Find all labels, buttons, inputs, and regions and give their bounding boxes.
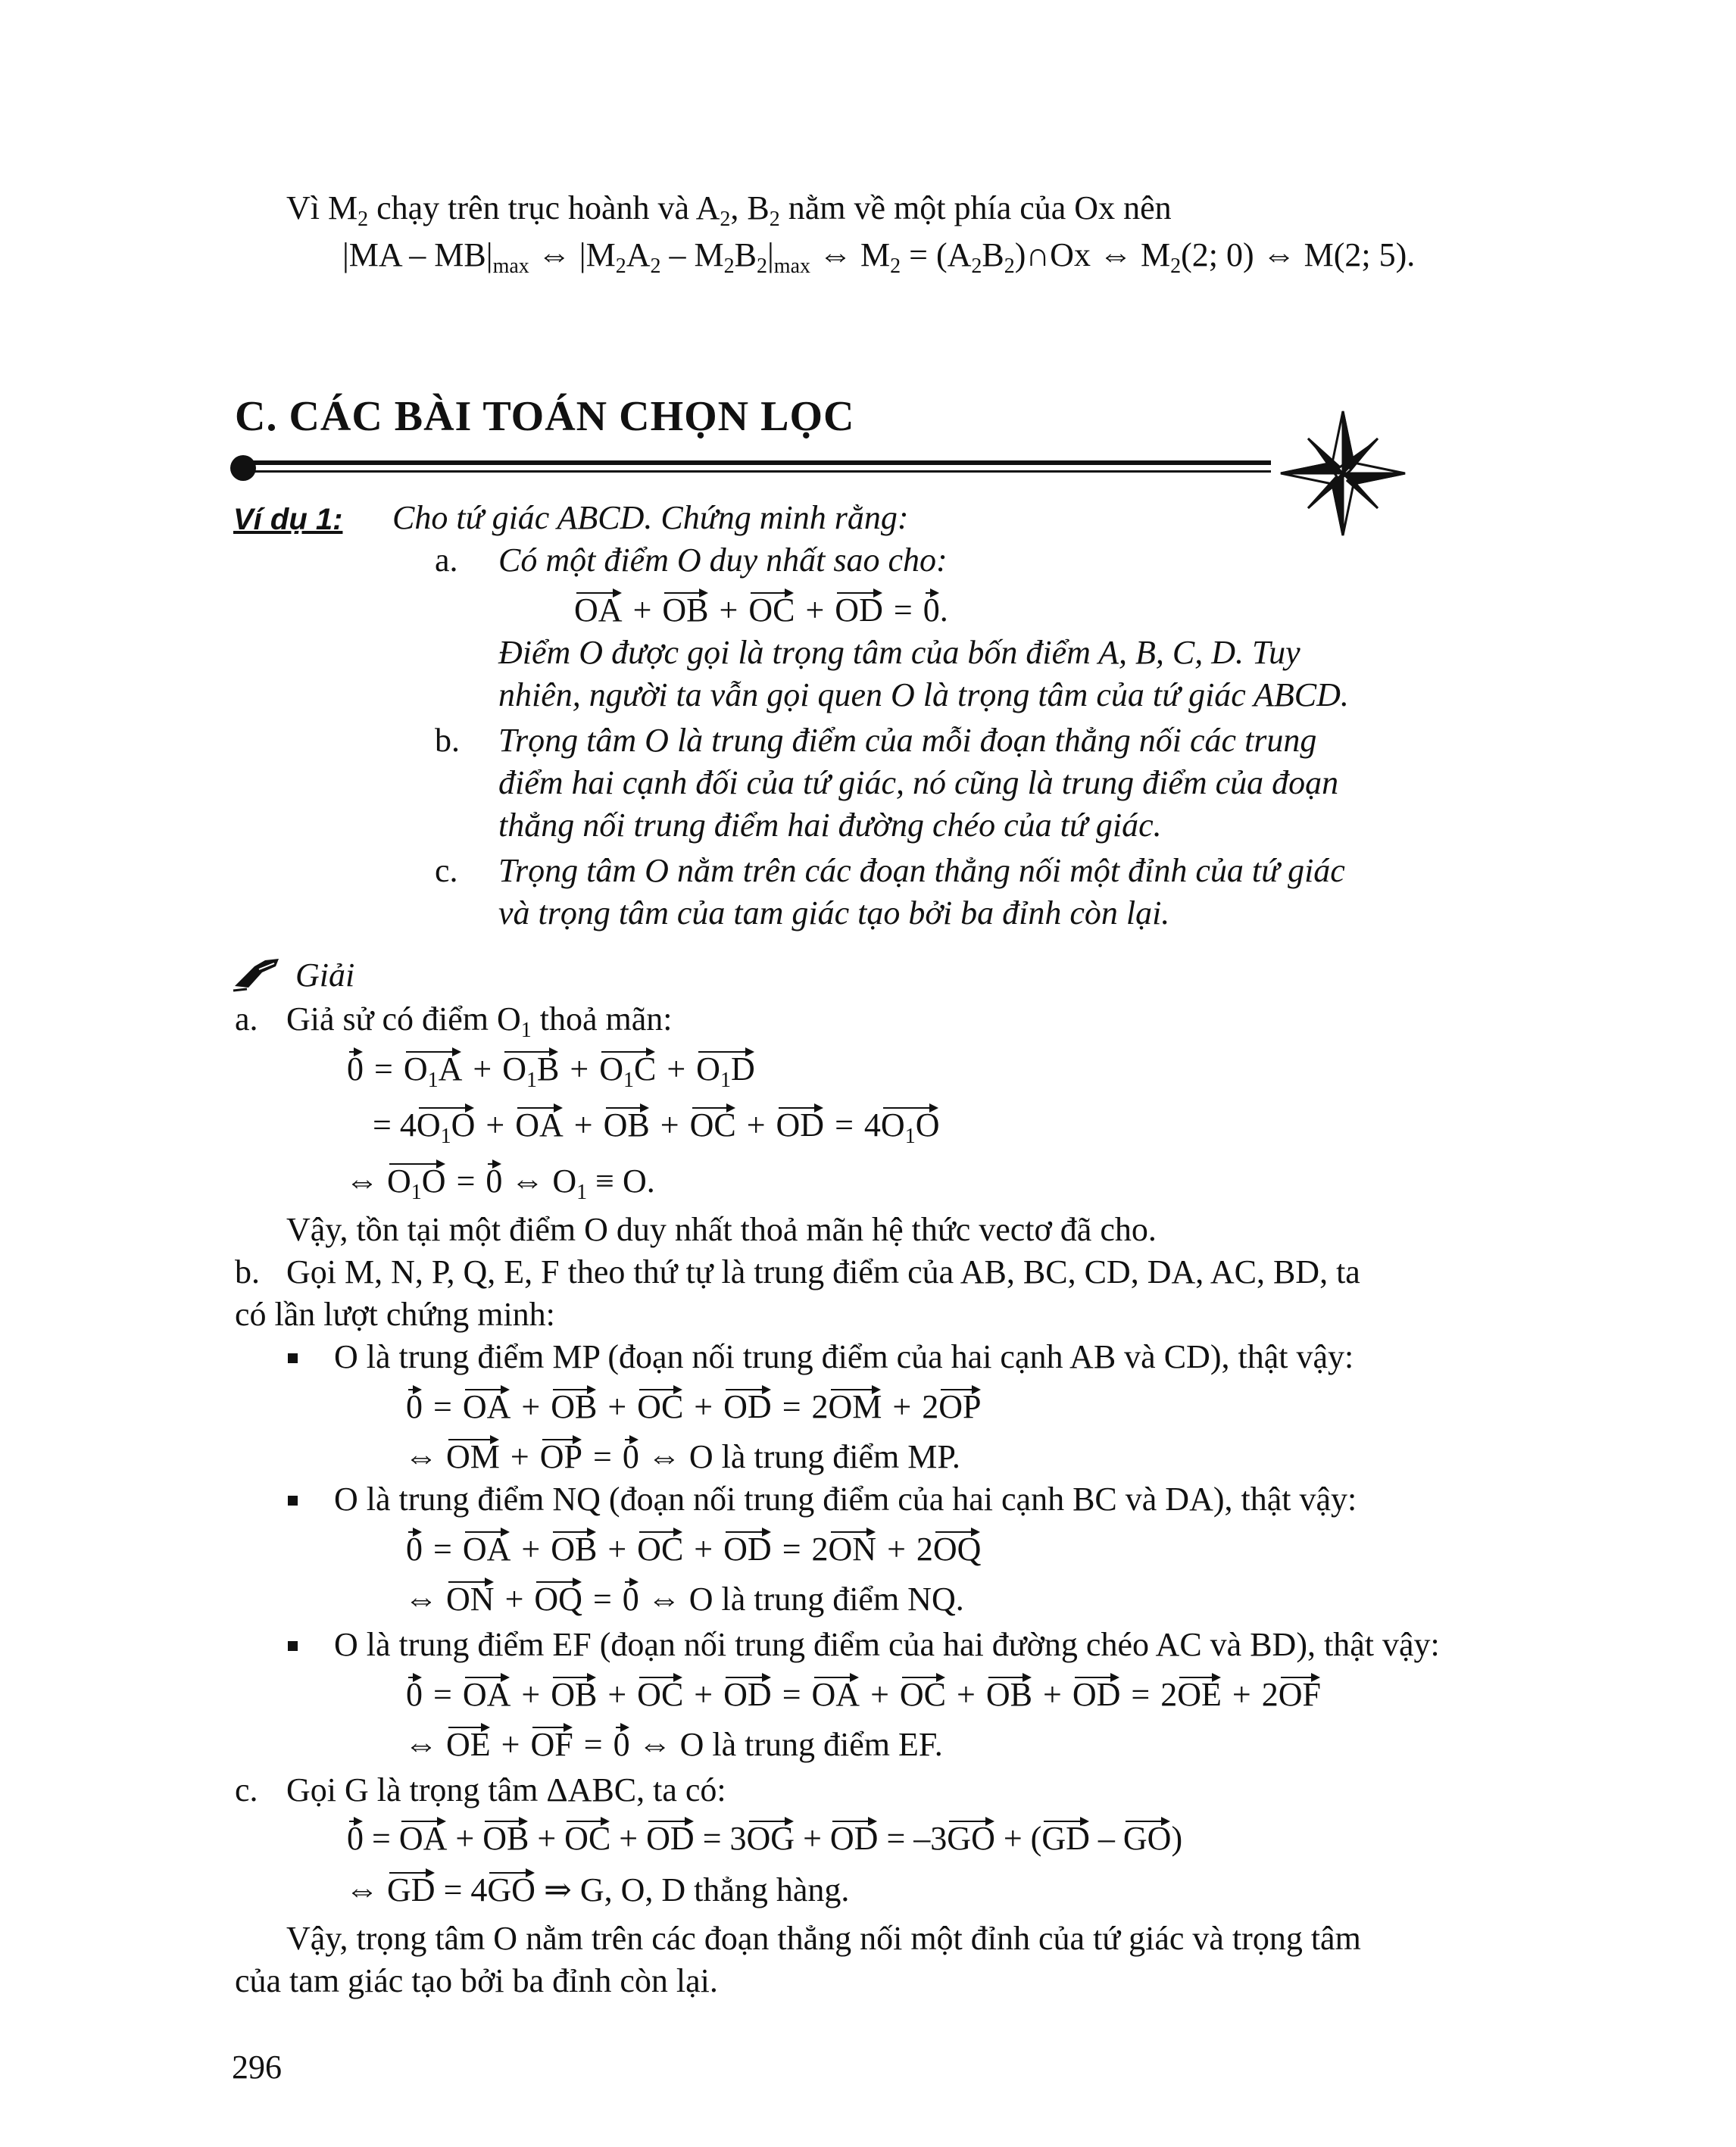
section-rule: [244, 460, 1271, 465]
example-b-line-2: điểm hai cạnh đối của tứ giác, nó cũng là trung điểm của đoạn: [498, 764, 1339, 801]
solution-b2-text: O là trung điểm NQ (đoạn nối trung điểm của hai cạnh BC và DA), thật vậy:: [288, 1478, 1357, 1521]
solution-a-conclusion: Vậy, tồn tại một điểm O duy nhất thoả mãn hệ thức vectơ đã cho.: [286, 1211, 1157, 1248]
solution-c-eq-1: 0 = OA + OB + OC + OD = 3OG + OD = –3GO + (GD – GO): [347, 1818, 1182, 1860]
solution-b1-text: O là trung điểm MP (đoạn nối trung điểm của hai cạnh AB và CD), thật vậy:: [288, 1336, 1354, 1378]
example-b-line-3: thẳng nối trung điểm hai đường chéo của tứ giác.: [498, 807, 1162, 844]
page-number: 296: [232, 2049, 282, 2086]
solution-a-marker: a.: [235, 1000, 258, 1038]
solution-c-eq-2: ⇔ GD = 4GO ⇒ G, O, D thẳng hàng.: [345, 1869, 849, 1911]
example-label: Ví dụ 1:: [233, 503, 343, 536]
example-a-equation: OA + OB + OC + OD = 0.: [574, 589, 948, 632]
intro-line-2: $|MA - MB|_{max}$ ⇔ $|M_2A_2 - M_2B_2|_{max}$ ⇔ $M_2$ = $(A_2B_2)\cap Ox$ ⇔ $M_2(2$; 0) ⇔ M(2; 5).: [342, 236, 1416, 278]
solution-a-eq-2: = $4O_1O$ + OA + OB + OC + OD = $4O_1O$: [373, 1104, 939, 1158]
compass-star-icon: [1279, 409, 1407, 538]
section-rule-thin: [244, 470, 1271, 473]
example-a-note-2: nhiên, người ta vẫn gọi quen O là trọng tâm của tứ giác ABCD.: [498, 676, 1349, 713]
solution-b1-eq-2: ⇔ OM + OP = 0 ⇔ O là trung điểm MP.: [404, 1436, 960, 1478]
example-a-marker: a.: [435, 541, 458, 579]
solution-c-intro: Gọi G là trọng tâm ΔABC, ta có:: [286, 1771, 726, 1808]
solution-b1-eq-1: 0 = OA + OB + OC + OD = 2OM + 2OP: [406, 1386, 982, 1428]
example-c-line-2: và trọng tâm của tam giác tạo bởi ba đỉnh còn lại.: [498, 894, 1170, 932]
bullet-square-icon: [288, 1496, 298, 1506]
writing-hand-icon: [232, 956, 283, 992]
example-prompt: Cho tứ giác ABCD. Chứng minh rằng:: [392, 499, 909, 536]
solution-label: Giải: [295, 956, 355, 994]
solution-b-marker: b.: [235, 1253, 260, 1290]
intro-line-1: Vì $M_2$ chạy trên trục hoành và $A_2$, $B_2$ nằm về một phía của Ox nên: [286, 189, 1172, 231]
example-c-marker: c.: [435, 852, 458, 889]
section-rule-dot: [230, 455, 256, 481]
solution-b-intro-1: Gọi M, N, P, Q, E, F theo thứ tự là trung điểm của AB, BC, CD, DA, AC, BD, ta: [286, 1253, 1360, 1290]
solution-b3-eq-2: ⇔ OE + OF = 0 ⇔ O là trung điểm EF.: [404, 1724, 943, 1766]
solution-a-intro: Giả sử có điểm $O_1$ thoả mãn:: [286, 1000, 673, 1042]
solution-c-conclusion-1: Vậy, trọng tâm O nằm trên các đoạn thẳng nối một đỉnh của tứ giác và trọng tâm: [286, 1920, 1361, 1957]
bullet-square-icon: [288, 1353, 298, 1363]
bullet-square-icon: [288, 1641, 298, 1651]
solution-c-conclusion-2: của tam giác tạo bởi ba đỉnh còn lại.: [235, 1962, 718, 1999]
solution-a-eq-3: ⇔ $O_1O = 0$ ⇔ $O_1 \equiv O$.: [345, 1160, 655, 1214]
example-b-marker: b.: [435, 722, 460, 759]
example-b-line-1: Trọng tâm O là trung điểm của mỗi đoạn thẳng nối các trung: [498, 722, 1317, 759]
solution-b3-eq-1: 0 = OA + OB + OC + OD = OA + OC + OB + OD = 2OE + 2OF: [406, 1674, 1321, 1716]
solution-c-marker: c.: [235, 1771, 258, 1808]
solution-b-intro-2: có lần lượt chứng minh:: [235, 1296, 555, 1333]
solution-b2-eq-2: ⇔ ON + OQ = 0 ⇔ O là trung điểm NQ.: [404, 1578, 964, 1621]
solution-b2-eq-1: 0 = OA + OB + OC + OD = 2ON + 2OQ: [406, 1528, 981, 1571]
solution-a-eq-1: $0 = O_1A + O_1B + O_1C + O_1D$: [347, 1048, 755, 1102]
example-c-line-1: Trọng tâm O nằm trên các đoạn thẳng nối một đỉnh của tứ giác: [498, 852, 1345, 889]
example-a-note-1: Điểm O được gọi là trọng tâm của bốn điểm A, B, C, D. Tuy: [498, 634, 1300, 671]
solution-b3-text: O là trung điểm EF (đoạn nối trung điểm của hai đường chéo AC và BD), thật vậy:: [288, 1624, 1440, 1666]
section-title: C. CÁC BÀI TOÁN CHỌN LỌC: [235, 393, 855, 440]
example-a-line-1: Có một điểm O duy nhất sao cho:: [498, 541, 948, 579]
